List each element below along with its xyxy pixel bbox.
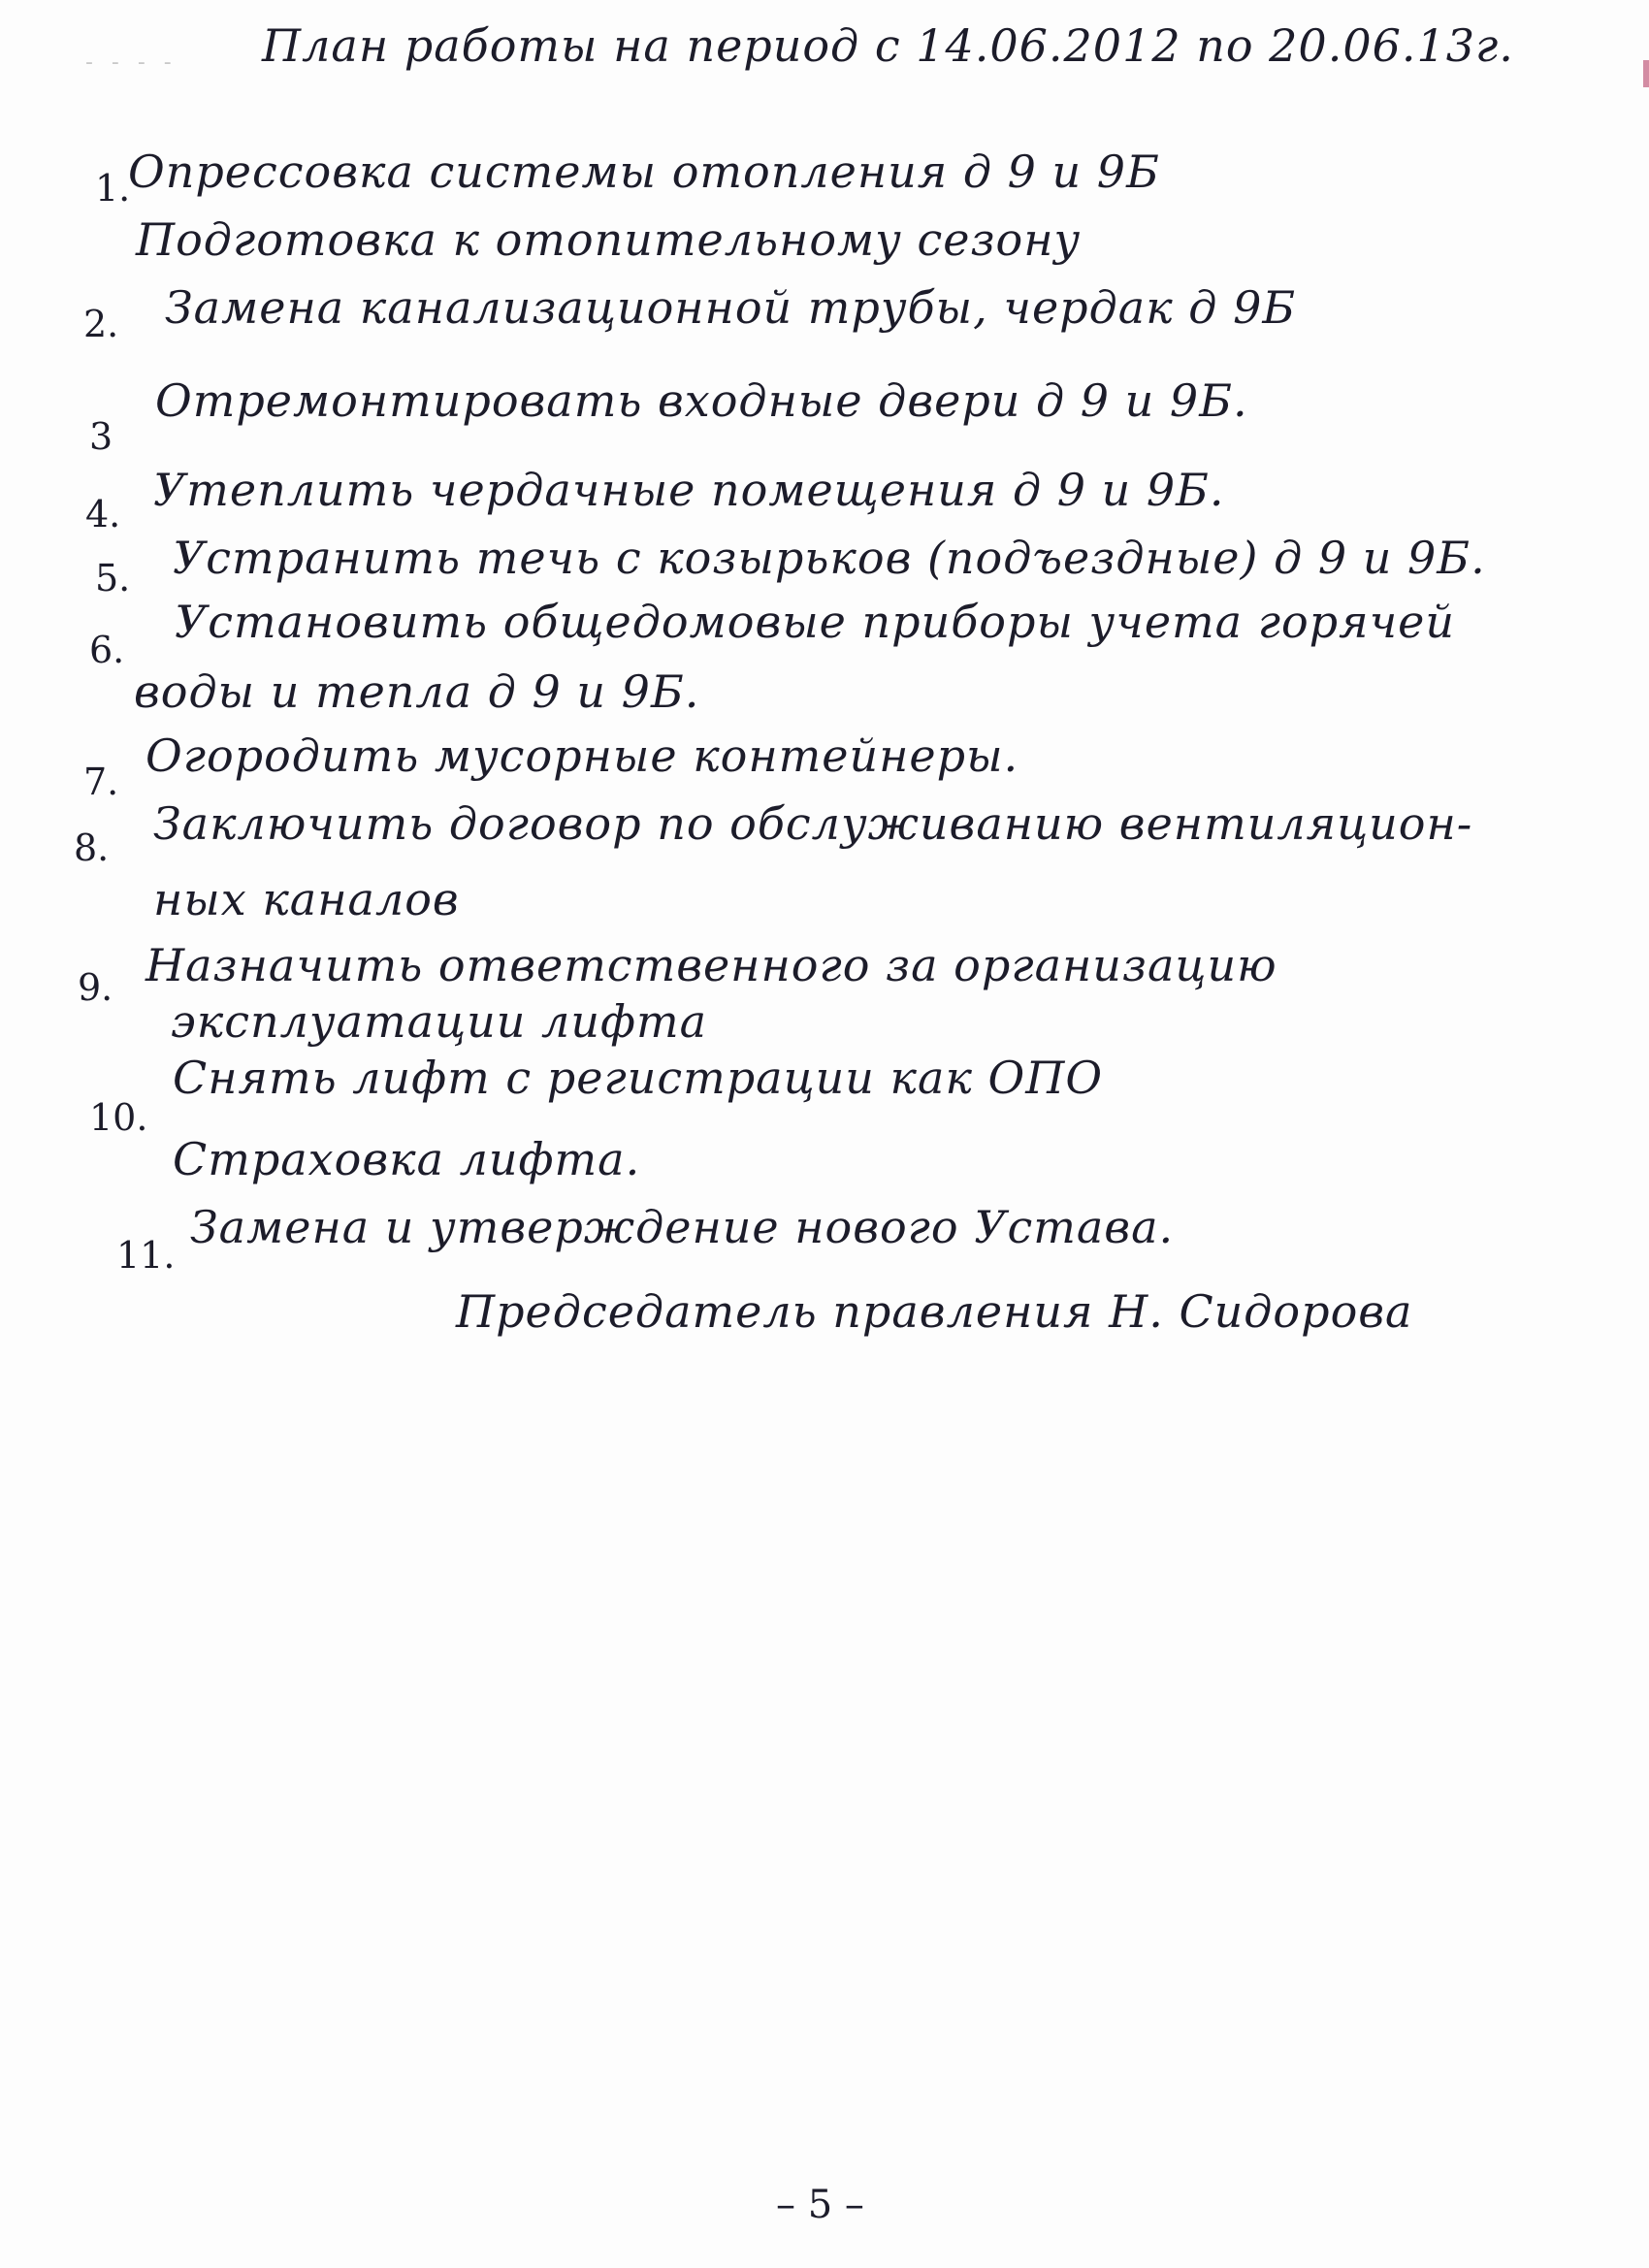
item-8-line-2: ных каналов <box>153 873 460 925</box>
item-number-6: 6. <box>89 629 125 671</box>
item-9-line-2: эксплуатации лифта <box>171 995 707 1048</box>
item-4-line-1: Утеплить чердачные помещения д 9 и 9Б. <box>153 464 1225 516</box>
item-10-line-2: Страховка лифта. <box>173 1133 641 1185</box>
item-7-line-1: Огородить мусорные контейнеры. <box>146 729 1019 782</box>
item-number-5: 5. <box>95 557 131 599</box>
edge-ink-mark <box>1643 60 1649 87</box>
item-11-line-1: Замена и утверждение нового Устава. <box>190 1201 1175 1253</box>
item-8-line-1: Заключить договор по обслуживанию вентиляцион- <box>153 797 1473 850</box>
item-9-line-1: Назначить ответственного за организацию <box>146 939 1277 991</box>
item-number-4: 4. <box>85 493 121 535</box>
item-2-line-1: Замена канализационной трубы, чердак д 9Б <box>165 281 1297 334</box>
page-number: – 5 – <box>776 2183 864 2227</box>
margin-dashes: - - - - <box>85 50 178 75</box>
item-number-7: 7. <box>83 761 119 803</box>
item-number-3: 3 <box>89 415 113 458</box>
item-6-line-1: Установить общедомовые приборы учета горячей <box>175 596 1456 648</box>
item-6-line-2: воды и тепла д 9 и 9Б. <box>134 665 700 718</box>
document-title: План работы на период с 14.06.2012 по 20.06.13г. <box>262 19 1514 72</box>
item-number-1: 1. <box>95 167 131 210</box>
item-5-line-1: Устранить течь с козырьков (подъездные) д 9 и 9Б. <box>173 532 1486 584</box>
item-3-line-1: Отремонтировать входные двери д 9 и 9Б. <box>155 374 1248 427</box>
item-1-line-1: Опрессовка системы отопления д 9 и 9Б <box>128 146 1160 198</box>
item-number-9: 9. <box>78 966 113 1009</box>
item-number-8: 8. <box>74 826 110 869</box>
item-10-line-1: Снять лифт с регистрации как ОПО <box>173 1052 1104 1104</box>
item-number-10: 10. <box>89 1096 148 1139</box>
item-1-line-2: Подготовка к отопительному сезону <box>136 213 1082 266</box>
item-number-11: 11. <box>116 1234 176 1277</box>
item-number-2: 2. <box>83 303 119 345</box>
signature: Председатель правления Н. Сидорова <box>456 1285 1413 1338</box>
